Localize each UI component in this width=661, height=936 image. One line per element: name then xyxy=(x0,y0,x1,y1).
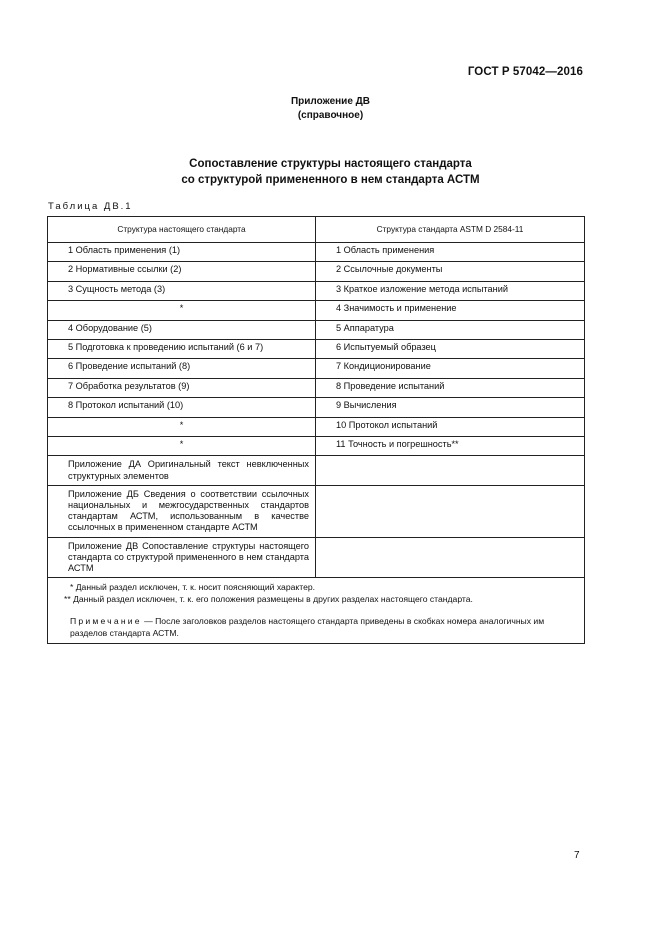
right-cell: 5 Аппаратура xyxy=(316,320,585,339)
appendix-subtitle: (справочное) xyxy=(297,110,364,121)
appendix-title: Приложение ДВ xyxy=(290,96,371,107)
appendix-db-cell: Приложение ДБ Сведения о соответствии ссылочных национальных и межгосударственных стандартов стандартам АСТМ, использованным в качестве ссылочных в примененном стандарте АСТМ xyxy=(48,485,316,537)
table-row xyxy=(48,339,585,358)
left-cell: 1 Область применения (1) xyxy=(48,243,316,262)
left-cell: 7 Обработка результатов (9) xyxy=(48,378,316,397)
table-row xyxy=(48,320,585,339)
appendix-da-cell: Приложение ДА Оригинальный текст невключенных структурных элементов xyxy=(48,456,316,485)
section-heading-line-2: со структурой примененного в нем стандарта АСТМ xyxy=(181,174,480,186)
table-row xyxy=(48,359,585,378)
right-cell: 9 Вычисления xyxy=(316,398,585,417)
table-row xyxy=(48,398,585,417)
section-heading-line-1: Сопоставление структуры настоящего стандарта xyxy=(189,158,472,170)
right-cell: 2 Ссылочные документы xyxy=(316,262,585,281)
right-cell: 8 Проведение испытаний xyxy=(316,378,585,397)
table-row-appendix xyxy=(48,485,585,537)
table-row xyxy=(48,262,585,281)
header-this-standard: Структура настоящего стандарта xyxy=(48,217,316,243)
excluded-marker: * xyxy=(48,417,316,436)
right-cell: 3 Краткое изложение метода испытаний xyxy=(316,281,585,300)
table-header-row xyxy=(48,217,585,243)
right-cell: 11 Точность и погрешность** xyxy=(316,436,585,455)
table-row xyxy=(48,281,585,300)
table-row-appendix xyxy=(48,537,585,578)
standard-number: ГОСТ Р 57042—2016 xyxy=(467,66,583,78)
left-cell: 6 Проведение испытаний (8) xyxy=(48,359,316,378)
table-note xyxy=(54,616,578,640)
appendix-dv-cell: Приложение ДВ Сопоставление структуры настоящего стандарта со структурой примененного в нем стандарта АСТМ xyxy=(48,537,316,578)
footnote-2: ** Данный раздел исключен, т. к. его положения размещены в других разделах настоящего стандарта. xyxy=(64,593,473,604)
empty-cell xyxy=(316,456,585,485)
right-cell: 7 Кондиционирование xyxy=(316,359,585,378)
left-cell: 8 Протокол испытаний (10) xyxy=(48,398,316,417)
footnote-1: * Данный раздел исключен, т. к. носит поясняющий характер. xyxy=(70,582,316,593)
left-cell: 5 Подготовка к проведению испытаний (6 и 7) xyxy=(48,339,316,358)
page-number: 7 xyxy=(574,850,580,861)
left-cell: 3 Сущность метода (3) xyxy=(48,281,316,300)
excluded-marker: * xyxy=(48,436,316,455)
note-text: — После заголовков разделов настоящего стандарта приведены в скобках номера аналогичных им разделов стандарта АСТМ. xyxy=(70,615,545,638)
table-row xyxy=(48,243,585,262)
table-notes-row xyxy=(48,578,585,644)
empty-cell xyxy=(316,537,585,578)
comparison-table xyxy=(47,216,585,644)
table-label: Таблица ДВ.1 xyxy=(48,201,133,212)
note-label: Примечание xyxy=(70,615,142,626)
left-cell: 2 Нормативные ссылки (2) xyxy=(48,262,316,281)
right-cell: 4 Значимость и применение xyxy=(316,301,585,320)
table-row xyxy=(48,301,585,320)
header-astm-standard: Структура стандарта ASTM D 2584-11 xyxy=(316,217,585,243)
left-cell: 4 Оборудование (5) xyxy=(48,320,316,339)
right-cell: 10 Протокол испытаний xyxy=(316,417,585,436)
empty-cell xyxy=(316,485,585,537)
table-notes xyxy=(48,578,585,644)
right-cell: 6 Испытуемый образец xyxy=(316,339,585,358)
excluded-marker: * xyxy=(48,301,316,320)
table-row xyxy=(48,417,585,436)
table-row-appendix xyxy=(48,456,585,485)
right-cell: 1 Область применения xyxy=(316,243,585,262)
table-row xyxy=(48,378,585,397)
table-row xyxy=(48,436,585,455)
